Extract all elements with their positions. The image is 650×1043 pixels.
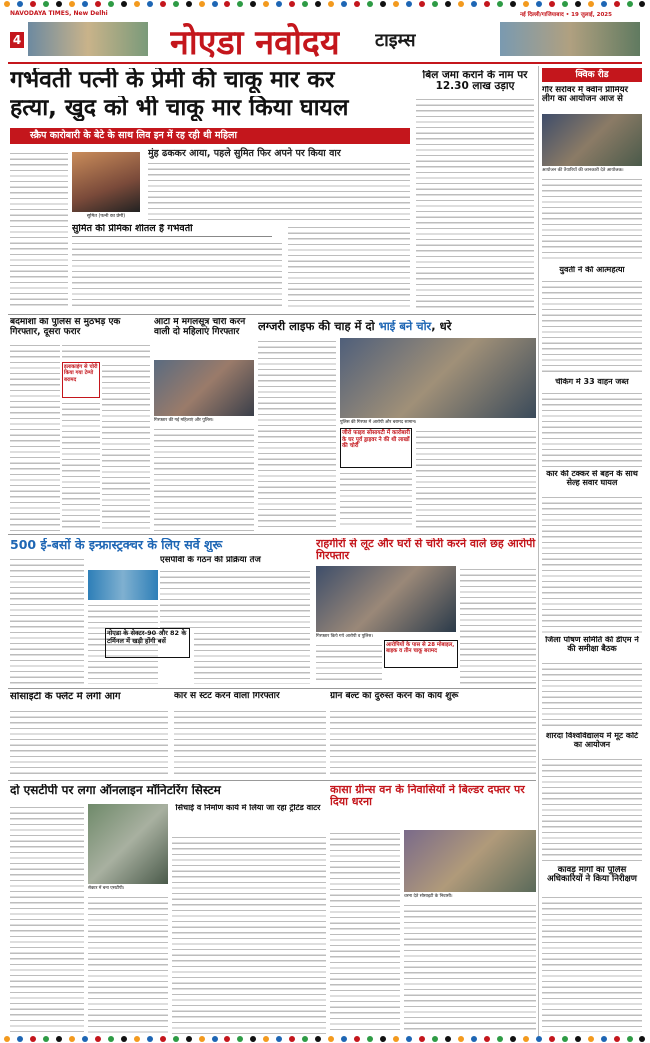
kasa-body-b: [404, 902, 536, 1034]
encounter-body-c: [102, 362, 150, 532]
luxury-caption: पुलिस की गिरफ्त में आरोपी और बरामद सामान।: [340, 420, 417, 425]
lead-body-col1: [10, 150, 68, 310]
luxury-headline-a: लग्जरी लाइफ की चाह में दो: [258, 320, 375, 333]
quick-read-body-2: [542, 278, 642, 374]
lead-headline-2: हत्या, खुद को भी चाकू मार किया घायल: [10, 96, 349, 121]
ebus-box: [105, 628, 190, 658]
loot-body-c: [460, 640, 536, 684]
rule-4: [8, 780, 536, 781]
bill-body: [416, 96, 534, 310]
quick-read-body-4: [542, 494, 642, 634]
ebus-body-a: [10, 556, 84, 684]
encounter-headline: बदमाशों की पुलिस से मुठभेड़ एक गिरफ्तार, दूसरा फरार: [10, 318, 121, 337]
sdp-body-a: [10, 804, 84, 1034]
quick-read-item-1-photo: [542, 114, 642, 166]
encounter-body-a: [10, 342, 60, 532]
loot-headline: राहगीरों से लूट और घरों से चोरी करने वाले छह आरोपी गिरफ्तार: [316, 538, 536, 562]
sdp-sub: सिंचाई व निर्माण कार्य में लिया जा रहा ट्रीटेड वाटर: [175, 804, 321, 812]
fire-headline: सोसाइटी के फ्लैट में लगी आग: [10, 692, 121, 702]
ebus-photo: [88, 570, 158, 600]
quick-read-item-2-head: युवती ने की आत्महत्या: [559, 266, 625, 274]
quick-read-divider: [538, 66, 539, 1036]
quick-read-item-6-head: शारदा विश्वविद्यालय में मूट कोर्ट का आयोजन: [545, 732, 639, 749]
luxury-sub: जीरो फाइव सोसायटी में कारोबारी के घर पूर्व ड्राइवर ने की थी लाखों की चोरी: [342, 430, 410, 450]
lead-subhead: सुमित की प्रेमिका शीतल है गर्भवती: [72, 224, 272, 237]
lead-kicker: मुंह ढककर आया, पहले सुमित फिर अपने पर किया वार: [148, 148, 341, 159]
luxury-body-b: [340, 470, 412, 528]
auto-caption: गिरफ्तार की गई महिलाएं और पुलिस।: [154, 418, 214, 423]
kasa-photo: [404, 830, 536, 892]
encounter-sub-box: [62, 362, 100, 398]
auto-body: [154, 426, 254, 532]
masthead-title-suffix: टाइम्स: [375, 30, 416, 51]
masthead-title: नोएडा नवोदय: [170, 23, 340, 60]
encounter-body-b: [62, 342, 150, 360]
masthead: [0, 10, 650, 60]
rule-1: [8, 314, 536, 315]
ebus-body-d: [194, 630, 310, 684]
masthead-tagline: NAVODAYA TIMES, New Delhi: [10, 10, 108, 17]
quick-read-body-7: [542, 894, 642, 1032]
luxury-sub-box: [340, 428, 412, 468]
lead-strap: स्क्रैप कारोबारी के बेटे के साथ लिव इन में रह रही थी महिला: [10, 128, 410, 144]
bottom-color-dots: [0, 1035, 650, 1043]
top-color-dots: [0, 0, 650, 8]
sdp-body-b: [88, 894, 168, 1034]
quick-read-item-1-head: गौर सरोवर में क्वीन प्रीमियर लीग का आयोजन आज से: [542, 86, 629, 105]
luxury-headline-hl: भाई बने चोर: [378, 320, 432, 333]
lead-photo-caption: सुमित (पत्नी का प्रेमी): [86, 214, 126, 219]
encounter-sub: इलाकाइंग से चोरी किया गया टेम्पो बरामद: [64, 364, 98, 383]
auto-headline: ऑटो में मंगलसूत्र चोरी करने वाली दो महिलाएं गिरफ्तार: [154, 318, 246, 337]
rule-2: [8, 534, 536, 535]
fire-body: [10, 708, 168, 778]
luxury-photo: [340, 338, 536, 418]
quick-read-item-1-caption: आयोजन की तैयारियों की जानकारी देते आयोजक।: [542, 168, 624, 173]
sdp-photo: [88, 804, 168, 884]
quick-read-body-3: [542, 390, 642, 468]
quick-read-item-3-head: चेकिंग में 33 वाहन जब्त: [555, 378, 629, 386]
lead-body-col4: [288, 224, 410, 310]
ebus-headline: 500 ई-बसों के इन्फ्रास्ट्रक्चर के लिए सर्वे शुरू: [10, 538, 223, 552]
sdp-caption: सेक्टर में बना एसटीपी।: [88, 886, 125, 891]
luxury-body-c: [416, 428, 536, 528]
quick-read-body-1: [542, 176, 642, 262]
kasa-headline: कासा ग्रीन्स वन के निवासियों ने बिल्डर दफ्तर पर दिया धरना: [330, 784, 525, 808]
masthead-rule: [8, 62, 642, 64]
loot-box-text: आरोपियों के पास से 28 मोबाइल, बाइक व तीन चाकू बरामद: [386, 642, 455, 655]
kasa-caption: धरना देते सोसाइटी के निवासी।: [404, 894, 453, 899]
bill-headline: बिल जमा कराने के नाम पर 12.30 लाख उड़ाए: [422, 70, 528, 93]
ebus-sub: एसपीवी के गठन की प्रक्रिया तेज: [160, 556, 261, 565]
luxury-headline-b: , धरे: [431, 320, 452, 333]
luxury-headline: [258, 320, 536, 332]
page-number: 4: [10, 32, 24, 48]
masthead-date: नई दिल्ली/गाजियाबाद • 19 जुलाई, 2025: [520, 12, 612, 18]
kasa-body-a: [330, 830, 400, 1034]
quick-read-item-7-head: कांवड़ मार्गों का पुलिस अधिकारियों ने किया निरीक्षण: [547, 866, 637, 885]
lead-body-col3: [72, 240, 282, 310]
quick-read-item-5-head: जिला पोषण समिति की डीएम ने की समीक्षा बैठक: [545, 636, 639, 653]
sdp-body-c: [172, 834, 326, 1034]
green-headline: ग्रीन बेल्ट को दुरुस्त करने का कार्य शुरू: [330, 692, 459, 701]
luxury-body-a: [258, 338, 336, 528]
encounter-body-d: [62, 400, 100, 532]
loot-photo: [316, 566, 456, 632]
lead-photo: [72, 152, 140, 212]
stunt-body: [174, 708, 326, 778]
loot-box: [384, 640, 458, 668]
quick-read-body-6: [542, 756, 642, 862]
stunt-headline: कार से स्टंट करने वाला गिरफ्तार: [174, 692, 280, 701]
loot-body-b: [316, 642, 382, 684]
masthead-photo-right: [500, 22, 640, 56]
quick-read-title: क्विक रीड: [542, 68, 642, 82]
quick-read-body-5: [542, 660, 642, 730]
masthead-photo: [28, 22, 148, 56]
quick-read-item-4-head: कार की टक्कर से बहन के साथ सेल्ह सवार घायल: [546, 470, 638, 487]
loot-body-a: [460, 566, 536, 638]
ebus-body-c: [160, 568, 310, 628]
green-body: [330, 708, 536, 778]
lead-headline-1: गर्भवती पत्नी के प्रेमी की चाकू मार कर: [10, 68, 335, 93]
auto-photo: [154, 360, 254, 416]
lead-body-col2: [148, 160, 410, 220]
rule-3: [8, 688, 536, 689]
loot-caption: गिरफ्तार किये गये आरोपी व पुलिस।: [316, 634, 373, 639]
sdp-headline: दो एसटीपी पर लगा ऑनलाइन मॉनिटरिंग सिस्टम: [10, 784, 221, 797]
ebus-box-text: नोएडा के सेक्टर-90 और 82 के टर्मिनल में खड़ी होंगी बसें: [107, 629, 187, 645]
